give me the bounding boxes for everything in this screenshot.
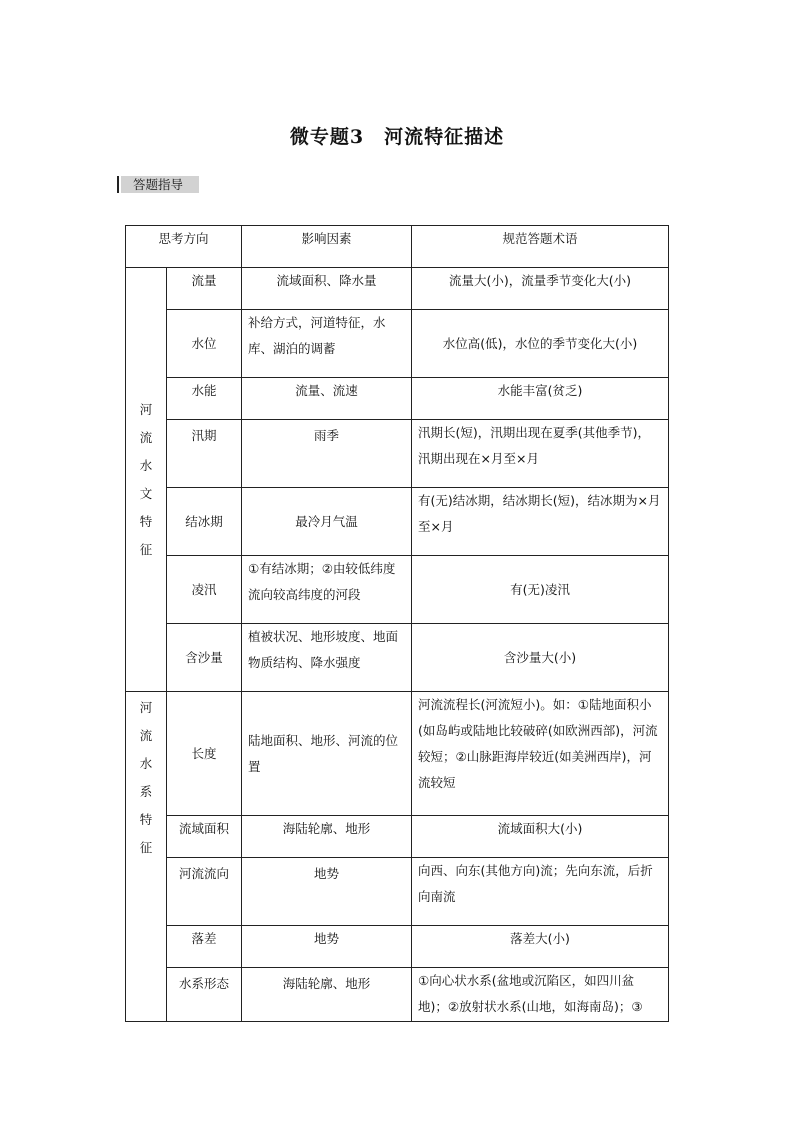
item-cell: 水能 <box>167 378 242 420</box>
item-cell: 凌汛 <box>167 556 242 624</box>
table-row <box>126 556 669 624</box>
table-row <box>126 692 669 816</box>
section-tag-bar <box>117 176 119 193</box>
table-row <box>126 858 669 926</box>
header-factor: 影响因素 <box>242 226 412 268</box>
category-hydrology-label: 河流水文特征 <box>139 401 153 557</box>
table-row <box>126 624 669 692</box>
item-cell: 结冰期 <box>167 488 242 556</box>
header-term: 规范答题术语 <box>412 226 669 268</box>
section-tag-label: 答题指导 <box>133 177 184 192</box>
table-row <box>126 968 669 1022</box>
table-row <box>126 268 669 310</box>
section-tag <box>117 174 199 194</box>
term-cell: 水能丰富(贫乏) <box>412 378 669 420</box>
term-cell: 流量大(小)，流量季节变化大(小) <box>412 268 669 310</box>
item-cell: 汛期 <box>167 420 242 488</box>
factor-cell: 海陆轮廓、地形 <box>242 816 412 858</box>
table-row <box>126 816 669 858</box>
item-cell: 落差 <box>167 926 242 968</box>
item-cell: 长度 <box>167 692 242 816</box>
category-drainage-label: 河流水系特征 <box>139 700 153 855</box>
term-cell: 含沙量大(小) <box>412 624 669 692</box>
category-drainage <box>126 692 167 1022</box>
page-title: 微专题3 河流特征描述 <box>289 126 505 148</box>
term-cell: 落差大(小) <box>412 926 669 968</box>
table-row <box>126 310 669 378</box>
factor-cell: 流域面积、降水量 <box>242 268 412 310</box>
item-cell: 水位 <box>167 310 242 378</box>
item-cell: 含沙量 <box>167 624 242 692</box>
factor-cell: ①有结冰期；②由较低纬度流向较高纬度的河段 <box>242 556 412 624</box>
term-cell: ①向心状水系(盆地或沉陷区，如四川盆地)；②放射状水系(山地，如海南岛)；③ <box>412 968 669 1022</box>
factor-cell: 海陆轮廓、地形 <box>242 968 412 1022</box>
factor-cell: 补给方式，河道特征，水库、湖泊的调蓄 <box>242 310 412 378</box>
term-cell: 水位高(低)，水位的季节变化大(小) <box>412 310 669 378</box>
header-direction: 思考方向 <box>126 226 242 268</box>
table-row <box>126 378 669 420</box>
term-cell: 河流流程长(河流短小)。如：①陆地面积小(如岛屿或陆地比较破碎(如欧洲西部)，河流较短；②山脉距海岸较近(如美洲西岸)，河流较短 <box>412 692 669 816</box>
table-row <box>126 926 669 968</box>
term-cell: 向西、向东(其他方向)流；先向东流，后折向南流 <box>412 858 669 926</box>
term-cell: 有(无)结冰期，结冰期长(短)，结冰期为×月至×月 <box>412 488 669 556</box>
table-header-row <box>126 226 669 268</box>
factor-cell: 流量、流速 <box>242 378 412 420</box>
river-features-table <box>125 225 669 1022</box>
factor-cell: 陆地面积、地形、河流的位置 <box>242 692 412 816</box>
item-cell: 河流流向 <box>167 858 242 926</box>
term-cell: 流域面积大(小) <box>412 816 669 858</box>
table-row <box>126 488 669 556</box>
factor-cell: 地势 <box>242 926 412 968</box>
factor-cell: 最冷月气温 <box>242 488 412 556</box>
term-cell: 汛期长(短)，汛期出现在夏季(其他季节)，汛期出现在×月至×月 <box>412 420 669 488</box>
table-row <box>126 420 669 488</box>
category-hydrology <box>126 268 167 692</box>
factor-cell: 植被状况、地形坡度、地面物质结构、降水强度 <box>242 624 412 692</box>
factor-cell: 雨季 <box>242 420 412 488</box>
item-cell: 水系形态 <box>167 968 242 1022</box>
term-cell: 有(无)凌汛 <box>412 556 669 624</box>
factor-cell: 地势 <box>242 858 412 926</box>
item-cell: 流域面积 <box>167 816 242 858</box>
item-cell: 流量 <box>167 268 242 310</box>
